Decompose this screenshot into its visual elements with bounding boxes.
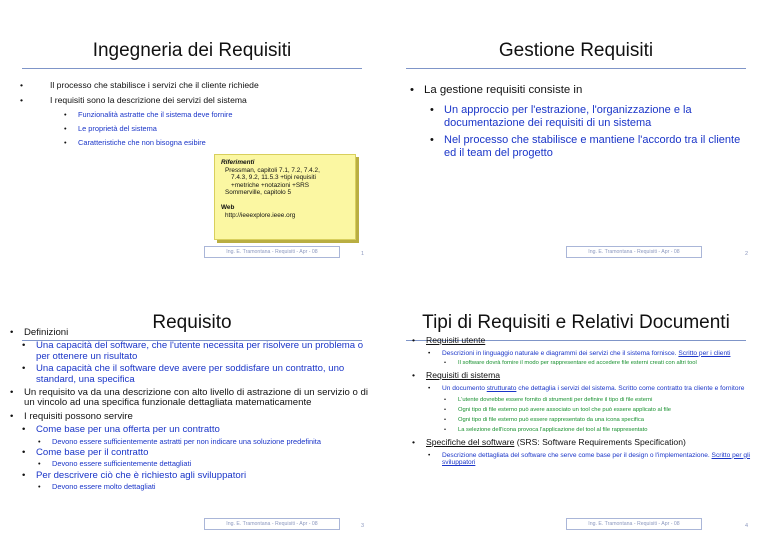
sticky-note [214, 154, 356, 240]
list-item: • Ogni tipo di file esterno può avere associato un tool che può essere applicato al file [442, 405, 754, 415]
note-line: Sommerville, capitolo 5 [225, 189, 292, 197]
note-line: Pressman, capitoli 7.1, 7.2, 7.4.2, [225, 166, 320, 174]
page-number: 2 [744, 251, 748, 257]
page-number: 1 [360, 251, 364, 257]
list-item: • Definizioni [8, 328, 370, 338]
list-item: • Funzionalità astratte che il sistema deve fornire [62, 108, 370, 122]
list-item: • Devono essere sufficientemente astratti per non indicare una soluzione predefinita [36, 438, 370, 446]
list-item: • Il processo che stabilisce i servizi che il cliente richiede [18, 78, 370, 93]
list-item: • Un approccio per l'estrazione, l'organizzazione e la documentazione dei requisiti di un sistema [428, 104, 754, 130]
note-line: 7.4.3, 9.2, 11.5.3 +tipi requisiti [231, 174, 316, 182]
list-item: • Una capacità che il software deve avere per soddisfare un contratto, uno standard, una specifica [20, 364, 370, 385]
list-item [426, 385, 754, 393]
slide-footer: Ing. E. Tramontana - Requisiti - Apr - 08 [566, 518, 702, 530]
slide-3 [4, 276, 380, 538]
text-run: che dettaglia i servizi del sistema. Scritto come contratto tra cliente e fornitore [516, 384, 745, 392]
title-divider [406, 68, 746, 69]
note-heading: Web [221, 203, 235, 211]
page-number: 3 [360, 523, 364, 529]
text-run: Scritto per gli sviluppatori [442, 451, 751, 467]
slide-footer: Ing. E. Tramontana - Requisiti - Apr - 08 [204, 246, 340, 258]
slide-2 [388, 4, 764, 266]
list-item: • Per descrivere ciò che è richiesto agli sviluppatori [20, 471, 370, 481]
slide-footer: Ing. E. Tramontana - Requisiti - Apr - 08 [566, 246, 702, 258]
list-item: • La gestione requisiti consiste in [408, 84, 754, 98]
list-item: • Il software dovrà fornire il modo per rappresentare ed accedere file esterni creati con altri tool [442, 360, 754, 367]
list-item: • L'utente dovrebbe essere fornito di strumenti per definire il tipo di file esterni [442, 395, 754, 405]
slide-body [410, 336, 754, 467]
list-item: • Una capacità del software, che l'utente necessita per risolvere un problema o per ottenere un risultato [20, 341, 370, 362]
list-item: • Le proprietà del sistema [62, 122, 370, 136]
list-item: • Come base per una offerta per un contratto [20, 425, 370, 435]
text-run: strutturato [486, 384, 517, 392]
title-divider [22, 68, 362, 69]
note-heading: Riferimenti [221, 159, 255, 166]
list-item: • Caratteristiche che non bisogna esibire [62, 136, 370, 150]
slide-body [408, 84, 754, 160]
list-item: • I requisiti possono servire [8, 412, 370, 422]
slide-1 [4, 4, 380, 266]
list-item: • La selezione dell'icona provoca l'applicazione del tool al file rappresentato [442, 425, 754, 435]
list-item: • Devono essere sufficientemente dettagliati [36, 460, 370, 468]
note-line: +metriche +notazioni +SRS [231, 181, 309, 189]
list-item: • Come base per il contratto [20, 448, 370, 458]
slide-footer: Ing. E. Tramontana - Requisiti - Apr - 08 [204, 518, 340, 530]
slide-title: Tipi di Requisiti e Relativi Documenti [422, 312, 730, 333]
list-item: • Requisiti utente [410, 336, 754, 346]
list-item [410, 438, 754, 448]
page-number: 4 [744, 523, 748, 529]
slide-4 [388, 276, 764, 538]
text-run: (SRS: Software Requirements Specification) [514, 437, 686, 448]
text-run: Descrizioni in linguaggio naturale e diagrammi dei servizi che il sistema fornisce. [442, 349, 677, 357]
list-item: • Un requisito va da una descrizione con alto livello di astrazione di un servizio o di un vincolo ad una specifica funzionale dettagliata matematicamente [8, 388, 370, 409]
list-item: • I requisiti sono la descrizione dei servizi del sistema [18, 93, 370, 108]
list-item: • Devono essere molto dettagliati [36, 483, 370, 491]
text-run: Un documento [442, 384, 487, 392]
slide-title: Requisito [152, 312, 232, 333]
note-url: http://ieeexplore.ieee.org [225, 211, 296, 219]
list-item [426, 350, 754, 358]
text-run: Scritto per i clienti [678, 349, 731, 357]
list-item: • Requisiti di sistema [410, 371, 754, 381]
slide-body [8, 328, 370, 492]
text-run: Descrizione dettagliata del software che serve come base per il design o l'implementazione. [442, 451, 712, 459]
slide-title: Gestione Requisiti [498, 40, 654, 61]
slide-body [18, 78, 370, 150]
list-item: • Nel processo che stabilisce e mantiene l'accordo tra il cliente ed il team del progetto [428, 134, 754, 160]
list-item: • Ogni tipo di file esterno può essere rappresentato da una icona specifica [442, 415, 754, 425]
text-run: Specifiche del software [426, 437, 515, 448]
slide-title: Ingegneria dei Requisiti [92, 40, 292, 61]
list-item [426, 452, 754, 467]
